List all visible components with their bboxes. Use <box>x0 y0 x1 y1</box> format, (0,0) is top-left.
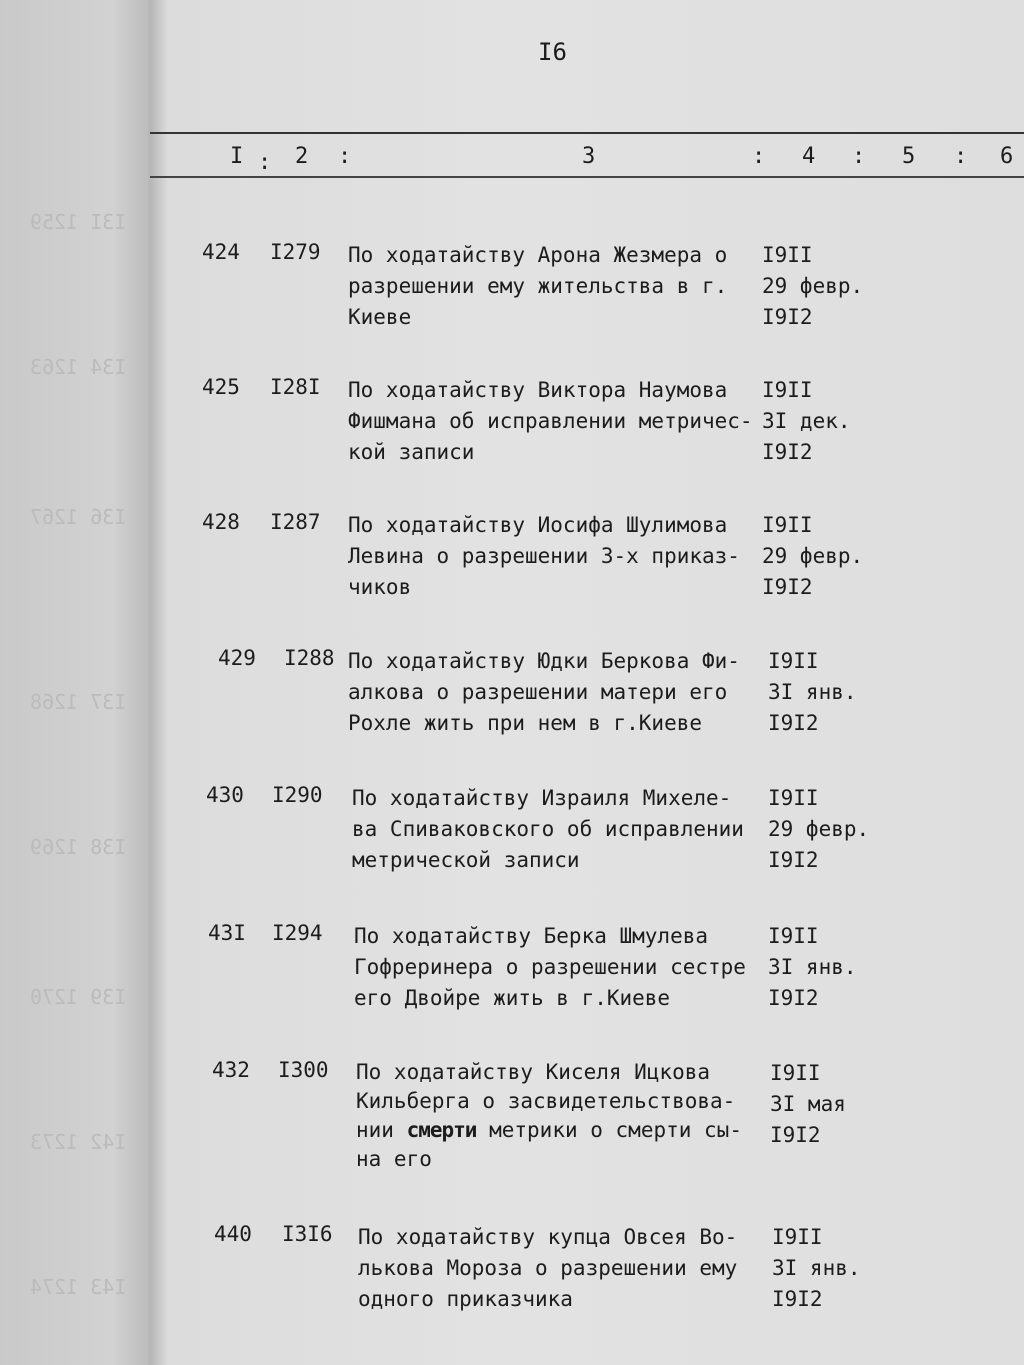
date-start: I9II <box>770 1061 821 1085</box>
header-col-1: I <box>230 144 244 169</box>
date-day: 29 февр. <box>762 544 864 568</box>
header-separator: : <box>954 144 968 169</box>
date-start: I9II <box>768 649 819 673</box>
header-separator: : <box>852 144 866 169</box>
entry-number: 425 <box>202 375 240 399</box>
entry-description <box>348 375 768 468</box>
date-start: I9II <box>768 786 819 810</box>
table-header-rule <box>150 176 1024 178</box>
file-number: I290 <box>272 783 323 807</box>
date-day: 3I янв. <box>768 955 857 979</box>
entry-dates <box>768 783 869 876</box>
header-col-2: 2 <box>295 144 309 169</box>
entry-number: 43I <box>208 921 246 945</box>
description-line: чиков <box>348 575 412 599</box>
date-end: I9I2 <box>762 305 813 329</box>
entry-dates <box>768 646 857 739</box>
description-line: По ходатайству Берка Шмулева <box>354 924 709 948</box>
description-line: По ходатайству Израиля Михеле- <box>352 786 732 810</box>
description-line: лькова Мороза о разрешении ему <box>358 1256 738 1280</box>
entry-dates <box>770 1058 846 1151</box>
description-line: Гофреринера о разрешении сестре <box>354 955 746 979</box>
bleed-through-text: I39 1270 <box>30 985 127 1009</box>
description-line: Кильберга о засвидетельствова- <box>356 1089 736 1113</box>
table-top-rule <box>150 132 1024 134</box>
entry-dates <box>772 1222 861 1315</box>
description-line: нии смерти метрики о смерти сы- <box>356 1118 742 1142</box>
date-start: I9II <box>762 243 813 267</box>
description-line: Киеве <box>348 305 412 329</box>
description-line: По ходатайству Иосифа Шулимова <box>348 513 728 537</box>
entry-dates <box>768 921 857 1014</box>
entry-description <box>348 510 768 603</box>
description-line: По ходатайству Виктора Наумова <box>348 378 728 402</box>
entry-number: 429 <box>218 646 256 670</box>
archive-page <box>150 0 1024 1365</box>
date-day: 3I янв. <box>768 680 857 704</box>
description-line: одного приказчика <box>358 1287 573 1311</box>
page-number: I6 <box>538 38 567 66</box>
date-day: 3I мая <box>770 1092 846 1116</box>
file-number: I294 <box>272 921 323 945</box>
date-end: I9I2 <box>762 575 813 599</box>
entry-number: 430 <box>206 783 244 807</box>
file-number: I300 <box>278 1058 329 1082</box>
bleed-through-text: I43 1274 <box>30 1275 127 1299</box>
description-line: кой записи <box>348 440 475 464</box>
date-day: 3I дек. <box>762 409 851 433</box>
date-end: I9I2 <box>768 986 819 1010</box>
file-number: I279 <box>270 240 321 264</box>
entry-dates <box>762 375 851 468</box>
description-line: Рохле жить при нем в г.Киеве <box>348 711 703 735</box>
entry-number: 428 <box>202 510 240 534</box>
header-col-3: 3 <box>582 144 596 169</box>
date-end: I9I2 <box>772 1287 823 1311</box>
bleed-through-text: I3I 1259 <box>30 210 127 234</box>
header-col-5: 5 <box>902 144 916 169</box>
facing-page-edge <box>0 0 160 1365</box>
header-separator: : <box>752 144 766 169</box>
entry-description <box>356 1058 776 1174</box>
description-line: его Двойре жить в г.Киеве <box>354 986 671 1010</box>
file-number: I3I6 <box>282 1222 333 1246</box>
overtyped-word: смерти <box>406 1118 477 1142</box>
date-day: 29 февр. <box>762 274 864 298</box>
header-col-6: 6 <box>1000 144 1014 169</box>
description-line: По ходатайству Арона Жезмера о <box>348 243 728 267</box>
date-day: 3I янв. <box>772 1256 861 1280</box>
date-end: I9I2 <box>768 848 819 872</box>
date-end: I9I2 <box>762 440 813 464</box>
bleed-through-text: I38 1269 <box>30 835 127 859</box>
bleed-through-text: I37 1268 <box>30 690 127 714</box>
file-number: I288 <box>284 646 335 670</box>
description-line: разрешении ему жительства в г. <box>348 274 728 298</box>
entry-description <box>348 240 768 333</box>
description-line: Фишмана об исправлении метричес- <box>348 409 753 433</box>
description-line: По ходатайству Киселя Ицкова <box>356 1060 711 1084</box>
header-col-4: 4 <box>802 144 816 169</box>
entry-description <box>348 646 768 739</box>
entry-number: 424 <box>202 240 240 264</box>
entry-number: 440 <box>214 1222 252 1246</box>
bleed-through-text: I34 1263 <box>30 355 127 379</box>
description-line: По ходатайству купца Овсея Во- <box>358 1225 738 1249</box>
date-start: I9II <box>762 513 813 537</box>
date-end: I9I2 <box>768 711 819 735</box>
date-end: I9I2 <box>770 1123 821 1147</box>
bleed-through-text: I42 1273 <box>30 1130 127 1154</box>
entry-description <box>352 783 772 876</box>
bleed-through-text: I36 1267 <box>30 505 127 529</box>
entry-description <box>354 921 774 1014</box>
description-line: ва Спиваковского об исправлении <box>352 817 744 841</box>
header-separator: : <box>338 144 352 169</box>
file-number: I287 <box>270 510 321 534</box>
description-line: Левина о разрешении 3-х приказ- <box>348 544 740 568</box>
file-number: I28I <box>270 375 321 399</box>
date-day: 29 февр. <box>768 817 870 841</box>
description-line: метрической записи <box>352 848 580 872</box>
entry-dates <box>762 510 863 603</box>
date-start: I9II <box>772 1225 823 1249</box>
entry-description <box>358 1222 778 1315</box>
date-start: I9II <box>762 378 813 402</box>
entry-number: 432 <box>212 1058 250 1082</box>
entry-dates <box>762 240 863 333</box>
header-separator: : <box>258 150 272 175</box>
description-line: алкова о разрешении матери его <box>348 680 728 704</box>
description-line: По ходатайству Юдки Беркова Фи- <box>348 649 740 673</box>
date-start: I9II <box>768 924 819 948</box>
description-line: на его <box>356 1147 432 1171</box>
